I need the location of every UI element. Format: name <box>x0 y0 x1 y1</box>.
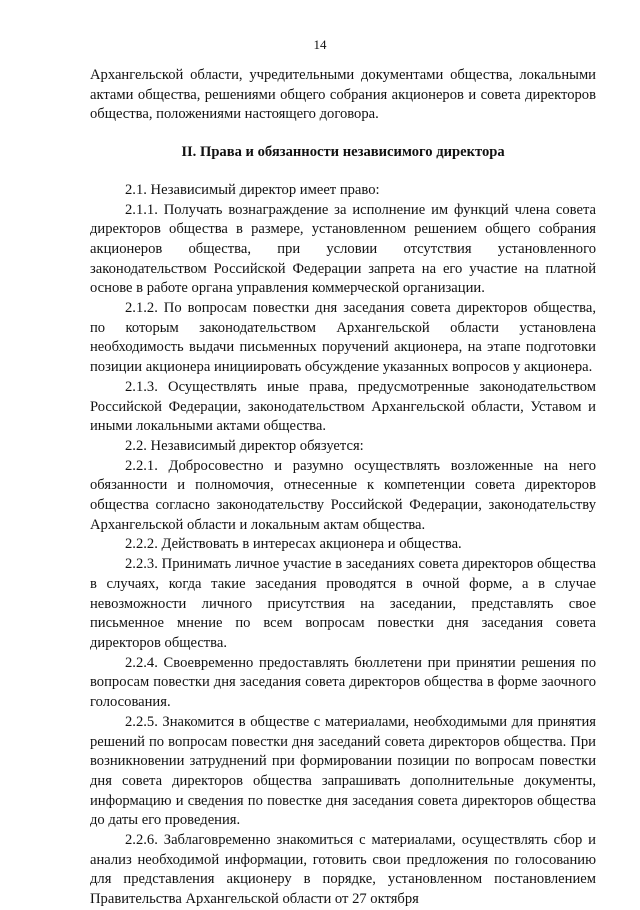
paragraph-2-2-3: 2.2.3. Принимать личное участие в заседаниях совета директоров общества в случаях, когда такие заседания проводятся в очной форме, а в случае невозможности личного присутствия на заседании, представлять свое письменное мнение по всем вопросам повестки дня заседания совета директоров общества. <box>90 556 596 651</box>
paragraph-2-2-6: 2.2.6. Заблаговременно знакомиться с материалами, осуществлять сбор и анализ необходимой информации, готовить свои предложения по голосованию для представления акционеру в порядке, установленном постановлением Правительства Архангельской области от 27 октября <box>90 832 596 908</box>
paragraph-2-2-4: 2.2.4. Своевременно предоставлять бюллетени при принятии решения по вопросам повестки дня заседания совета директоров общества в форме заочного голосования. <box>90 654 596 711</box>
paragraph-2-1-3: 2.1.3. Осуществлять иные права, предусмотренные законодательством Российской Федерации, законодательством Архангельской области, Уставом и иными локальными актами общества. <box>90 378 596 435</box>
document-body <box>90 66 596 910</box>
paragraph-2-1: 2.1. Независимый директор имеет право: <box>125 181 380 198</box>
paragraph-2-2-1: 2.2.1. Добросовестно и разумно осуществлять возложенные на него обязанности и полномочия, отнесенные к компетенции совета директоров общества согласно законодательству Российской Федерации, законодательству Архангельской области и локальным актам общества. <box>90 457 596 533</box>
page-number: 14 <box>313 37 327 52</box>
section-title: II. Права и обязанности независимого директора <box>181 144 505 161</box>
paragraph-2-2-2: 2.2.2. Действовать в интересах акционера и общества. <box>125 536 462 553</box>
paragraph-2-2: 2.2. Независимый директор обязуется: <box>125 437 364 454</box>
paragraph-2-2-5: 2.2.5. Знакомится в обществе с материалами, необходимыми для принятия решений по вопросам повестки дня заседаний совета директоров общества. При возникновении затруднений при формировании позиции по вопросам повестки дня совета директоров общества запрашивать дополнительные документы, информацию и сведения по повестке дня заседания совета директоров общества до даты его проведения. <box>90 713 596 829</box>
intro-paragraph: Архангельской области, учредительными документами общества, локальными актами общества, решениями общего собрания акционеров и совета директоров общества, положениями настоящего договора. <box>90 67 596 123</box>
paragraph-2-1-1: 2.1.1. Получать вознаграждение за исполнение им функций члена совета директоров общества в размере, установленном решением общего собрания акционеров общества, при условии отсутствия установленного законодательством Российской Федерации запрета на его участие на платной основе в работе органа управления коммерческой организации. <box>90 201 596 297</box>
paragraph-2-1-2: 2.1.2. По вопросам повестки дня заседания совета директоров общества, по которым законодательством Архангельской области установлена необходимость выдачи письменных поручений акционера, на этапе подготовки позиции акционера инициировать обсуждение указанных вопросов у акционера. <box>90 300 596 376</box>
